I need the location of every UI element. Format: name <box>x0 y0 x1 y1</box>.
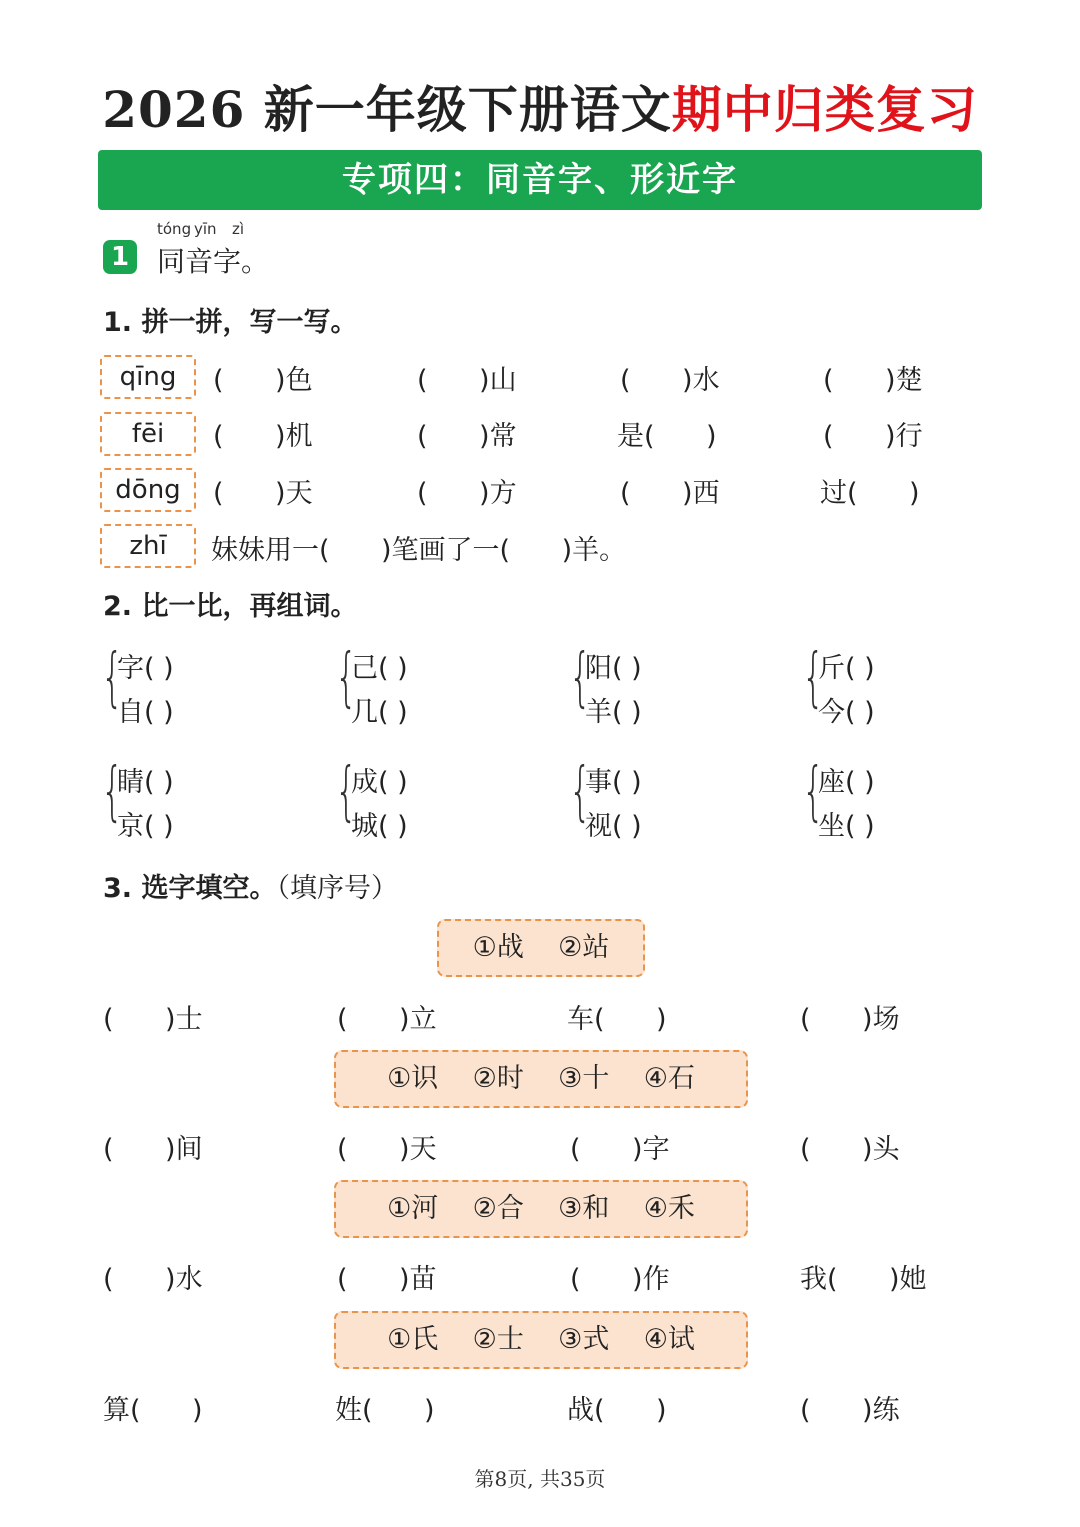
banner-text: 专项四：同音字、形近字 <box>342 160 738 200</box>
blank-cell[interactable]: 我( )她 <box>800 1264 927 1295</box>
page-title <box>0 70 1080 142</box>
title-part1: 2026 新一年级下册语文 <box>102 80 672 139</box>
pair-top[interactable]: 阳( ) <box>585 653 642 684</box>
blank-cell[interactable]: ( )字 <box>570 1134 670 1165</box>
blank-cell[interactable]: ( )行 <box>823 421 923 452</box>
blank-cell[interactable]: ( )场 <box>800 1004 900 1035</box>
brace-icon: { <box>569 755 592 829</box>
blank-cell[interactable]: ( )间 <box>103 1134 203 1165</box>
blank-cell[interactable]: ( )立 <box>337 1004 437 1035</box>
page-footer: 第8页, 共35页 <box>474 1467 606 1491</box>
pair-bottom[interactable]: 坐( ) <box>818 811 875 842</box>
brace-icon: { <box>802 641 825 715</box>
question-3-note: （填序号） <box>276 873 398 904</box>
blank-cell[interactable]: ( )士 <box>103 1004 203 1035</box>
blank-cell[interactable]: ( )西 <box>620 478 720 509</box>
blank-cell[interactable]: ( )作 <box>570 1264 670 1295</box>
blank-cell[interactable]: ( )方 <box>417 478 517 509</box>
section-banner <box>98 150 982 210</box>
blank-sentence[interactable]: 妹妹用一( )笔画了一( )羊。 <box>211 535 627 566</box>
options-box: ①河 ②合 ③和 ④禾 <box>334 1180 748 1238</box>
pair-bottom[interactable]: 城( ) <box>351 811 408 842</box>
blank-cell[interactable]: ( )山 <box>417 365 517 396</box>
blank-cell[interactable]: ( )水 <box>620 365 720 396</box>
blank-cell[interactable]: ( )苗 <box>337 1264 437 1295</box>
blank-cell[interactable]: ( )天 <box>213 478 313 509</box>
section-title: 同音字。 <box>157 245 270 278</box>
blank-cell[interactable]: ( )水 <box>103 1264 203 1295</box>
pair-top[interactable]: 斤( ) <box>818 653 875 684</box>
brace-icon: { <box>802 755 825 829</box>
pair-bottom[interactable]: 京( ) <box>117 811 174 842</box>
pair-bottom[interactable]: 羊( ) <box>585 697 642 728</box>
blank-cell[interactable]: 是( ) <box>617 421 717 452</box>
blank-cell[interactable]: ( )天 <box>337 1134 437 1165</box>
pinyin-zi: zì <box>232 220 245 238</box>
blank-cell[interactable]: ( )头 <box>800 1134 900 1165</box>
section-number-badge: 1 <box>103 240 137 274</box>
question-1-title: 1. 拼一拼，写一写。 <box>103 307 358 338</box>
question-2-title: 2. 比一比，再组词。 <box>103 591 358 622</box>
pair-top[interactable]: 字( ) <box>117 653 174 684</box>
pair-top[interactable]: 睛( ) <box>117 767 174 798</box>
pinyin-tong: tóng <box>157 220 192 238</box>
brace-icon: { <box>101 641 124 715</box>
blank-cell[interactable]: ( )色 <box>213 365 313 396</box>
brace-icon: { <box>335 755 358 829</box>
pair-bottom[interactable]: 今( ) <box>818 697 875 728</box>
pair-top[interactable]: 成( ) <box>351 767 408 798</box>
blank-cell[interactable]: ( )机 <box>213 421 313 452</box>
brace-icon: { <box>569 641 592 715</box>
blank-cell[interactable]: 算( ) <box>103 1395 203 1426</box>
pinyin-box-qing: qīng <box>100 355 196 399</box>
blank-cell[interactable]: ( )常 <box>417 421 517 452</box>
pair-top[interactable]: 座( ) <box>818 767 875 798</box>
pinyin-box-fei: fēi <box>100 412 196 456</box>
options-box: ①识 ②时 ③十 ④石 <box>334 1050 748 1108</box>
options-box: ①氏 ②士 ③式 ④试 <box>334 1311 748 1369</box>
pair-bottom[interactable]: 视( ) <box>585 811 642 842</box>
question-3-label: 3. 选字填空。 <box>103 873 277 904</box>
brace-icon: { <box>101 755 124 829</box>
title-part2: 期中归类复习 <box>671 80 978 139</box>
question-3-title <box>103 866 398 905</box>
pair-bottom[interactable]: 几( ) <box>351 697 408 728</box>
blank-cell[interactable]: 战( ) <box>567 1395 667 1426</box>
pair-top[interactable]: 事( ) <box>585 767 642 798</box>
blank-cell[interactable]: ( )楚 <box>823 365 923 396</box>
blank-cell[interactable]: 姓( ) <box>335 1395 435 1426</box>
blank-cell[interactable]: 车( ) <box>567 1004 667 1035</box>
pair-top[interactable]: 己( ) <box>351 653 408 684</box>
pair-bottom[interactable]: 自( ) <box>117 697 174 728</box>
brace-icon: { <box>335 641 358 715</box>
blank-cell[interactable]: 过( ) <box>820 478 920 509</box>
blank-cell[interactable]: ( )练 <box>800 1395 900 1426</box>
options-box: ①战 ②站 <box>437 919 645 977</box>
pinyin-box-dong: dōng <box>100 468 196 512</box>
pinyin-yin: yīn <box>194 220 217 238</box>
pinyin-box-zhi: zhī <box>100 524 196 568</box>
